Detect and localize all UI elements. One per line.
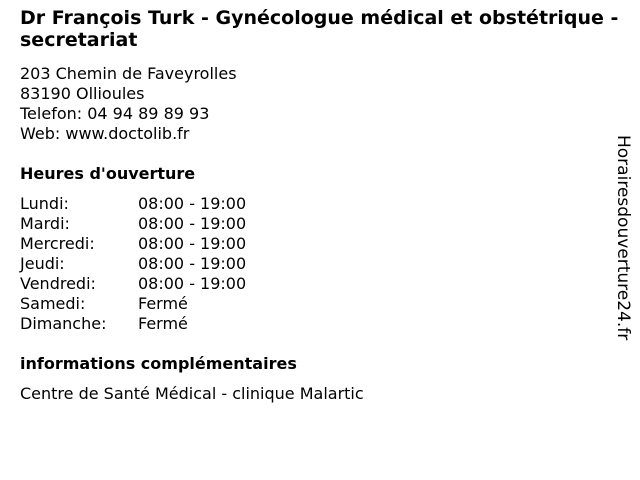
day-label: Vendredi: <box>20 274 96 293</box>
day-label: Dimanche: <box>20 314 107 333</box>
time-value: Fermé <box>138 314 188 333</box>
website: Web: www.doctolib.fr <box>20 124 190 143</box>
hours-heading: Heures d'ouverture <box>20 164 196 183</box>
page-title: Dr François Turk - Gynécologue médical et obstétrique -secretariat <box>20 7 619 51</box>
hours-row-friday <box>20 274 246 294</box>
hours-row-monday <box>20 194 246 214</box>
day-label: Lundi: <box>20 194 69 213</box>
hours-row-sunday <box>20 314 246 334</box>
day-label: Jeudi: <box>20 254 65 273</box>
day-label: Mardi: <box>20 214 70 233</box>
info-heading: informations complémentaires <box>20 354 297 373</box>
address-block <box>20 64 237 144</box>
street-address: 203 Chemin de Faveyrolles <box>20 64 237 83</box>
city-address: 83190 Ollioules <box>20 84 145 103</box>
info-text: Centre de Santé Médical - clinique Malartic <box>20 384 364 403</box>
day-label: Mercredi: <box>20 234 95 253</box>
time-value: 08:00 - 19:00 <box>138 194 247 213</box>
hours-row-thursday <box>20 254 246 274</box>
opening-hours-table <box>20 194 246 334</box>
phone-number: Telefon: 04 94 89 89 93 <box>20 104 210 123</box>
site-watermark: Horairesdouverture24.fr <box>613 135 633 341</box>
hours-row-wednesday <box>20 234 246 254</box>
day-label: Samedi: <box>20 294 86 313</box>
time-value: 08:00 - 19:00 <box>138 234 247 253</box>
time-value: 08:00 - 19:00 <box>138 254 247 273</box>
hours-row-saturday <box>20 294 246 314</box>
time-value: Fermé <box>138 294 188 313</box>
time-value: 08:00 - 19:00 <box>138 274 247 293</box>
hours-row-tuesday <box>20 214 246 234</box>
time-value: 08:00 - 19:00 <box>138 214 247 233</box>
